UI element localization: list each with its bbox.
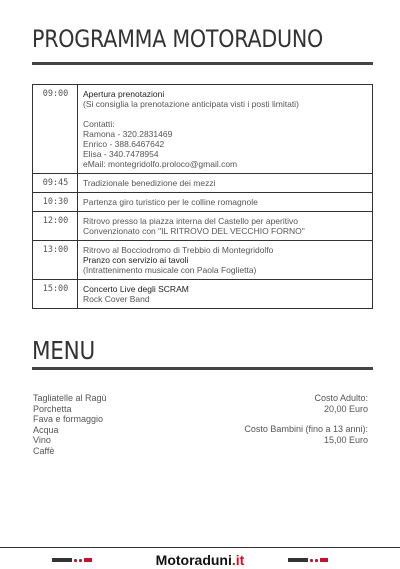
schedule-time: 12:00 [33,212,78,241]
logo-brand: Motoraduni [155,552,232,568]
logo-tld: .it [231,552,245,568]
schedule-row [33,193,373,212]
menu-item: Tagliatelle al Ragù [33,393,107,403]
menu-title: MENU [32,336,95,365]
schedule-text: Convenzionato con "IL RITROVO DEL VECCHIO FORNO" [83,226,305,236]
menu-item: Acqua [33,424,59,435]
footer-decoration-right [288,557,328,563]
menu-list [33,393,107,456]
schedule-description [78,85,373,174]
schedule-text: Elisa - 340.7478954 [83,149,159,159]
schedule-row [33,241,373,280]
schedule-text: Contatti: [83,119,115,129]
schedule-row [33,212,373,241]
schedule-heading: Apertura prenotazioni [83,89,165,99]
schedule-text: (Si consiglia la prenotazione anticipata visti i posti limitati) [83,99,299,109]
schedule-text: Rock Cover Band [83,294,150,304]
price-value-child: 15,00 Euro [323,434,368,445]
price-value-adult: 20,00 Euro [323,403,368,414]
schedule-text: Ritrovo al Bocciodromo di Trebbio di Montegridolfo [83,245,274,255]
schedule-time: 15:00 [33,280,78,309]
schedule-description [78,193,373,212]
schedule-text [83,109,368,119]
menu-item: Caffè [33,445,55,456]
schedule-time: 09:00 [33,85,78,174]
schedule-row [33,174,373,193]
schedule-text: Tradizionale benedizione dei mezzi [83,178,216,188]
schedule-text: Partenza giro turistico per le colline romagnole [83,197,258,207]
menu-item: Vino [33,435,51,445]
schedule-heading: Pranzo con servizio ai tavoli [83,255,189,265]
menu-underline [32,367,373,370]
page-title: PROGRAMMA MOTORADUNO [32,25,324,53]
footer-logo [0,551,400,569]
schedule-time: 09:45 [33,174,78,193]
schedule-table [32,84,373,309]
menu-item: Porchetta [33,403,72,414]
schedule-description [78,174,373,193]
schedule-row [33,85,373,174]
schedule-text: eMail: montegridolfo.proloco@gmail.com [83,159,238,169]
menu-item: Fava e formaggio [33,414,104,424]
price-label-child: Costo Bambini (fino a 13 anni): [244,424,368,434]
schedule-time: 13:00 [33,241,78,280]
schedule-description [78,241,373,280]
schedule-text: Enrico - 388.6467642 [83,139,165,149]
schedule-text: Ramona - 320.2831469 [83,129,173,139]
schedule-row [33,280,373,309]
schedule-description [78,280,373,309]
schedule-heading: Concerto Live degli SCRAM [83,284,189,294]
price-label-adult: Costo Adulto: [314,393,368,403]
schedule-time: 10:30 [33,193,78,212]
title-underline [32,62,373,65]
schedule-text: (Intrattenimento musicale con Paola Foglietta) [83,265,257,275]
schedule-description [78,212,373,241]
footer-divider [0,547,400,548]
price-list [244,393,368,445]
schedule-text: Ritrovo presso la piazza interna del Castello per aperitivo [83,216,298,226]
